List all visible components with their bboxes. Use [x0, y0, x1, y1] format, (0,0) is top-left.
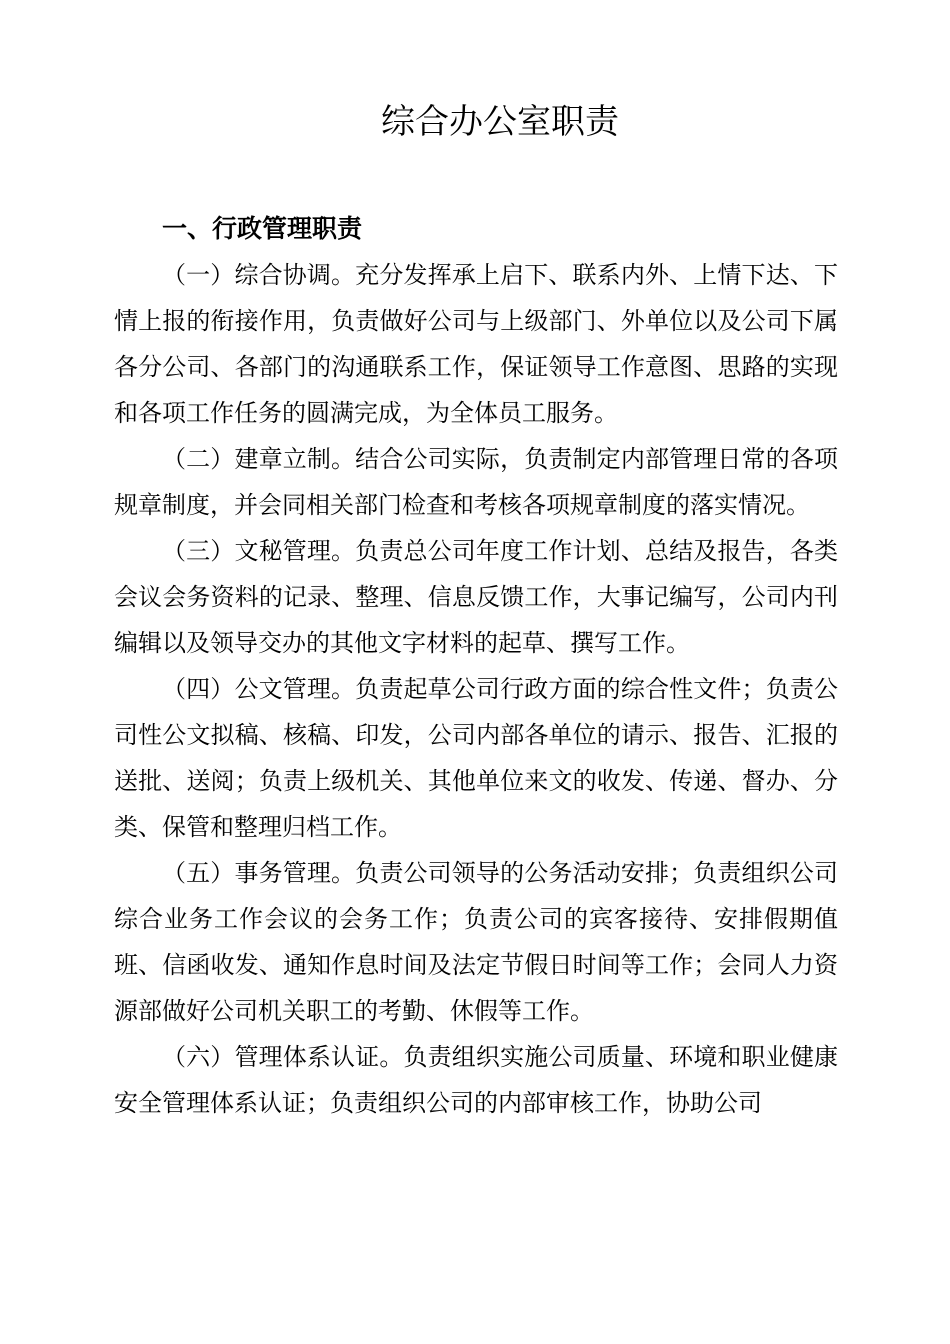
- paragraph-regulations: （二）建章立制。结合公司实际，负责制定内部管理日常的各项规章制度，并会同相关部门检查和考核各项规章制度的落实情况。: [114, 445, 838, 519]
- paragraph-certification: （六）管理体系认证。负责组织实施公司质量、环境和职业健康安全管理体系认证；负责组织公司的内部审核工作，协助公司: [114, 1043, 838, 1117]
- paragraph-affairs: （五）事务管理。负责公司领导的公务活动安排；负责组织公司综合业务工作会议的会务工作；负责公司的宾客接待、安排假期值班、信函收发、通知作息时间及法定节假日时间等工作；会同人力资源部做好公司机关职工的考勤、休假等工作。: [114, 859, 838, 1025]
- paragraph-coordination: （一）综合协调。充分发挥承上启下、联系内外、上情下达、下情上报的衔接作用，负责做好公司与上级部门、外单位以及公司下属各分公司、各部门的沟通联系工作，保证领导工作意图、思路的实现和各项工作任务的圆满完成，为全体员工服务。: [114, 261, 838, 427]
- document-body: [114, 252, 838, 1126]
- section-heading: 一、行政管理职责: [162, 214, 363, 243]
- paragraph-official-documents: （四）公文管理。负责起草公司行政方面的综合性文件；负责公司性公文拟稿、核稿、印发，公司内部各单位的请示、报告、汇报的送批、送阅；负责上级机关、其他单位来文的收发、传递、督办、分类、保管和整理归档工作。: [114, 675, 838, 841]
- document-title: 综合办公室职责: [381, 102, 619, 142]
- paragraph-secretarial: （三）文秘管理。负责总公司年度工作计划、总结及报告，各类会议会务资料的记录、整理、信息反馈工作，大事记编写，公司内刊编辑以及领导交办的其他文字材料的起草、撰写工作。: [114, 537, 838, 657]
